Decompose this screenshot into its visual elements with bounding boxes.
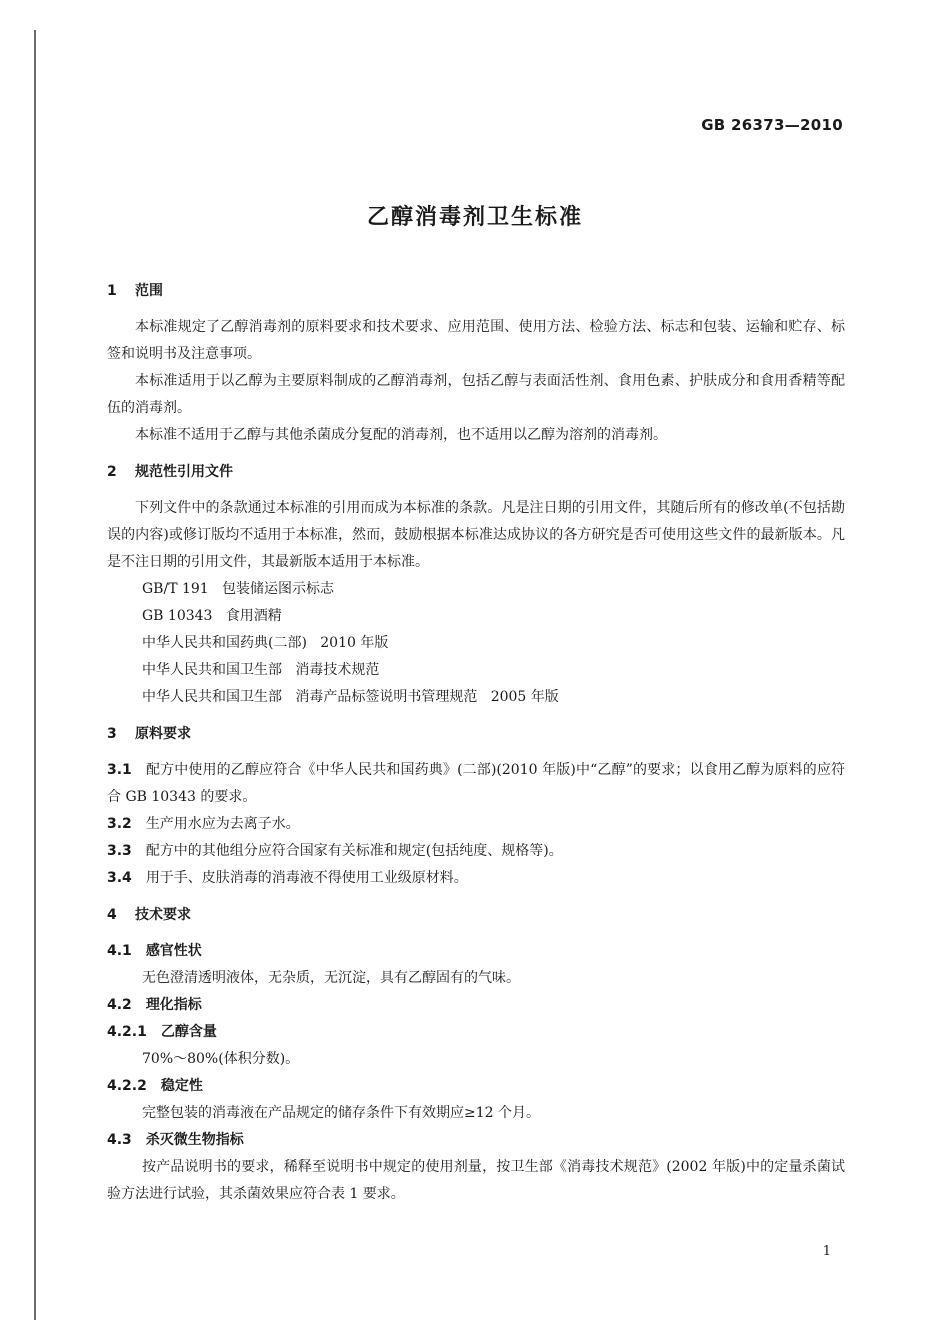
section-title: 技术要求 xyxy=(135,907,191,923)
clause xyxy=(107,865,845,892)
reference-item: 中华人民共和国卫生部 消毒技术规范 xyxy=(142,662,380,678)
subsection-4-3-heading xyxy=(107,1127,845,1154)
clause-number: 3.3 xyxy=(107,843,132,859)
subsection-title: 感官性状 xyxy=(145,943,202,959)
document-title: 乙醇消毒剂卫生标准 xyxy=(366,205,583,230)
page-number: 1 xyxy=(822,1244,831,1259)
clause-number: 3.1 xyxy=(107,762,132,778)
section-4-heading xyxy=(107,902,845,928)
clause xyxy=(107,811,845,838)
subsection-title: 乙醇含量 xyxy=(160,1024,217,1040)
clause-text: 配方中使用的乙醇应符合《中华人民共和国药典》(二部)(2010 年版)中“乙醇”的要求；以食用乙醇为原料的应符合 GB 10343 的要求。 xyxy=(107,762,845,805)
section-title: 范围 xyxy=(135,283,163,299)
paragraph: 本标准适用于以乙醇为主要原料制成的乙醇消毒剂，包括乙醇与表面活性剂、食用色素、护肤成分和食用香精等配伍的消毒剂。 xyxy=(107,373,845,416)
section-1-heading xyxy=(107,278,845,304)
subsection-4-2-1-heading xyxy=(107,1019,845,1046)
section-title: 原料要求 xyxy=(135,726,191,742)
clause-number: 3.2 xyxy=(107,816,132,832)
subsection-text: 无色澄清透明液体，无杂质，无沉淀，具有乙醇固有的气味。 xyxy=(142,970,520,986)
section-2-heading xyxy=(107,459,845,485)
clause-text: 配方中的其他组分应符合国家有关标准和规定(包括纯度、规格等)。 xyxy=(145,843,563,859)
section-number: 1 xyxy=(107,283,117,299)
subsection-number: 4.3 xyxy=(107,1132,132,1148)
clause xyxy=(107,838,845,865)
reference-item: GB/T 191 包装储运图示标志 xyxy=(142,581,335,597)
subsection-4-2-2-heading xyxy=(107,1073,845,1100)
subsection-number: 4.1 xyxy=(107,943,132,959)
subsection-number: 4.2.2 xyxy=(107,1078,147,1094)
section-number: 2 xyxy=(107,464,117,480)
section-number: 4 xyxy=(107,907,117,923)
section-number: 3 xyxy=(107,726,117,742)
section-3-heading xyxy=(107,721,845,747)
subsection-number: 4.2.1 xyxy=(107,1024,147,1040)
subsection-4-2-heading xyxy=(107,992,845,1019)
subsection-title: 稳定性 xyxy=(160,1078,203,1094)
reference-item: 中华人民共和国药典(二部) 2010 年版 xyxy=(142,635,389,651)
clause-number: 3.4 xyxy=(107,870,132,886)
clause-text: 生产用水应为去离子水。 xyxy=(145,816,300,832)
clause-text: 用于手、皮肤消毒的消毒液不得使用工业级原材料。 xyxy=(145,870,468,886)
subsection-text: 70%～80%(体积分数)。 xyxy=(142,1051,300,1067)
standard-code: GB 26373—2010 xyxy=(701,116,843,134)
clause xyxy=(107,757,845,811)
subsection-text: 完整包装的消毒液在产品规定的储存条件下有效期应≥12 个月。 xyxy=(142,1105,540,1121)
document-body xyxy=(107,276,845,1208)
paragraph: 本标准不适用于乙醇与其他杀菌成分复配的消毒剂，也不适用以乙醇为溶剂的消毒剂。 xyxy=(135,427,667,443)
subsection-text: 按产品说明书的要求，稀释至说明书中规定的使用剂量，按卫生部《消毒技术规范》(2002 年版)中的定量杀菌试验方法进行试验，其杀菌效果应符合表 1 要求。 xyxy=(107,1159,845,1202)
reference-item: 中华人民共和国卫生部 消毒产品标签说明书管理规范 2005 年版 xyxy=(142,689,559,705)
section-title: 规范性引用文件 xyxy=(135,464,233,480)
paragraph: 本标准规定了乙醇消毒剂的原料要求和技术要求、应用范围、使用方法、检验方法、标志和包装、运输和贮存、标签和说明书及注意事项。 xyxy=(107,319,845,362)
paragraph: 下列文件中的条款通过本标准的引用而成为本标准的条款。凡是注日期的引用文件，其随后所有的修改单(不包括勘误的内容)或修订版均不适用于本标准，然而，鼓励根据本标准达成协议的各方研究是否可使用这些文件的最新版本。凡是不注日期的引用文件，其最新版本适用于本标准。 xyxy=(107,500,845,570)
subsection-number: 4.2 xyxy=(107,997,132,1013)
subsection-title: 理化指标 xyxy=(145,997,202,1013)
subsection-title: 杀灭微生物指标 xyxy=(145,1132,244,1148)
reference-item: GB 10343 食用酒精 xyxy=(142,608,282,624)
subsection-4-1-heading xyxy=(107,938,845,965)
